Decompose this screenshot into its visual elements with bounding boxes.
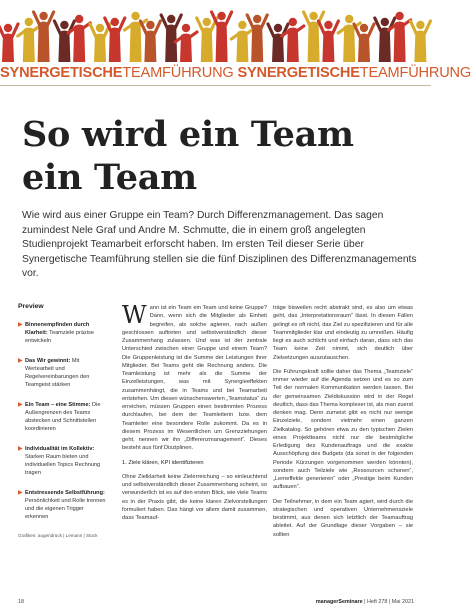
article-headline: So wird ein Team ein Team (22, 114, 354, 198)
person-figure-icon (0, 24, 18, 62)
preview-item-heading: Ein Team – eine Stimme: (25, 402, 91, 408)
person-figure-icon (125, 12, 147, 62)
preview-item-heading: Das Wir gewinnt: (25, 358, 71, 364)
preview-item (18, 445, 108, 477)
person-figure-icon (410, 21, 430, 62)
person-figure-icon (175, 24, 197, 62)
body-paragraph: träge bisweilen recht abstrakt sind, es also um etwas geht, das „Interpretationsraum“ lässt. In diesen Fällen gelingt es oft nicht, das Ziel zu spezifizieren und für alle Teammitglieder klar und eindeutig zu umreißen. Häufig liegt es auch schlicht und einfach daran, dass sich das Team keine Zeit nimmt, sich deutlich über Zielsetzungen auszutauschen. (273, 305, 413, 361)
preview-item-text: Persönlichkeit und Rolle trennen und die eigenen Trigger erkennen (25, 498, 106, 520)
person-figure-icon (54, 21, 74, 62)
preview-item-heading: Entstressende Selbstführung: (25, 490, 105, 496)
body-text: ann ist ein Team ein Team und keine Gruppe? Dann, wenn sich die Mitglieder als Einheit begreifen, als solche agieren, nach außen geschlossen auftreten und selbstverständlich dieser Zusammenhang zulassen. Und was ist der zentrale Unterschied zwischen einer Gruppe und einem Team? Die Gruppenleistung ist die Summe der Leistungen ihrer Mitglieder. Bei Teams geht die Rechnung anders. Die Teamleistung ist mehr als die Summe der Einzelleistungen, was mit Synergieeffekten zusammenhängt, die in Teams und bei Teamarbeit entstehen. Um diesen wünschenswerten „Teamstatus“ zu erreichen, müssen Gruppen einen bestimmten Prozess durchlaufen, bei dem der Teamleiterin bzw. dem Teamleiter eine besondere Rolle zukommt. Da es in diesem Prozess im Wesentlichen um Grenzziehungen geht, nennen wir ihn „Differenzmanagement“. Dieses besteht aus fünf Disziplinen. (122, 305, 267, 452)
triangle-bullet-icon: ▶ (18, 358, 23, 364)
tagline-light-1: TEAMFÜHRUNG (122, 65, 234, 81)
drop-cap: W (122, 301, 147, 329)
body-paragraph: Ohne Zielklarheit keine Zielerreichung – so einleuchtend und selbstverständlich dieser Zusammenhang scheint, so verwunderlich ist es auf den ersten Blick, wie viele Teams es in der Praxis gibt, die keine klaren Zielvorstellungen formuliert haben. Das hängt vor allem damit zusammen, dass Teamauf- (122, 473, 267, 521)
preview-item (18, 357, 108, 389)
tagline-light-2: TEAMFÜHRUNG (359, 65, 471, 81)
preview-item-text: Starken Raum bieten und individuellen Topics Rechnung tragen (25, 454, 101, 476)
person-figure-icon (389, 12, 411, 62)
preview-item-text: Die Außengrenzen des Teams abstecken und Schnittstellen koordinieren (25, 402, 101, 432)
preview-item (18, 321, 108, 345)
person-figure-icon (354, 24, 374, 62)
magazine-name: managerSeminare (315, 599, 363, 605)
person-figure-icon (375, 18, 395, 62)
person-figure-icon (140, 21, 160, 62)
person-figure-icon (105, 18, 125, 62)
preview-item (18, 489, 108, 521)
preview-item-text: Teamziele präzise entwickeln (25, 330, 94, 344)
preview-item (18, 401, 108, 433)
team-figures-illustration (0, 0, 431, 66)
person-figure-icon (247, 15, 267, 62)
body-column-2 (273, 304, 413, 545)
person-figure-icon (268, 24, 288, 62)
magazine-info (316, 599, 414, 605)
page-footer (18, 599, 414, 609)
person-figure-icon (212, 12, 232, 62)
preview-title: Preview (18, 303, 44, 310)
person-figure-icon (304, 12, 324, 62)
person-figure-icon (231, 21, 253, 62)
preview-item-text: Mit Wertearbeit und Regelvereinbarungen den Teamgeist stärken (25, 358, 90, 388)
person-figure-icon (34, 12, 54, 62)
triangle-bullet-icon: ▶ (18, 402, 23, 408)
person-figure-icon (197, 18, 217, 62)
person-figure-icon (282, 18, 304, 62)
person-figure-icon (68, 15, 90, 62)
person-figure-icon (318, 21, 338, 62)
body-paragraph (122, 301, 267, 453)
tagline-rule (0, 85, 431, 86)
triangle-bullet-icon: ▶ (18, 490, 23, 496)
section-subheading: 1. Ziele klären, KPI identifizieren (122, 459, 204, 466)
body-paragraph: Der Teilnehmer, in dem ein Team agiert, wird durch die strategischen und operativen Unternehmensziele bestimmt, aus denen sich letztlich der Teamauftrag ableitet. Auf der Grundlage dieser Vorgaben – sie sollten (273, 498, 413, 538)
triangle-bullet-icon: ▶ (18, 322, 23, 328)
person-figure-icon (18, 18, 40, 62)
triangle-bullet-icon: ▶ (18, 446, 23, 452)
body-column-1 (122, 301, 267, 528)
issue-info: | Heft 278 | Mai 2021 (362, 599, 414, 605)
body-paragraph: Die Führungskraft sollte daher das Thema „Teamziele“ immer wieder auf die Agenda setzen und es so zum Teil der normalen Kommunikation werden lassen. Bei der gemeinsamen Zieldiskussion wird in der Regel deutlich, dass das Thema komplexer ist, als man zuerst denken mag. Denn zumeist gibt es nicht nur wenige Einzelziele, sondern vielmehr einen ganzen Zielkatalog. So gehören etwa zu den typischen Zielen eines Projektteams nicht nur die bestmögliche Erledigung des Kundenauftrags und die exakte Ausschöpfung des Budgets (da sonst in der folgenden Periode Kürzungen vorgenommen werden könnten), sondern auch Teilziele wie „Ressourcen schonen“, „Lerneffekte generieren“ oder „Prestige beim Kunden aufbauen“. (273, 368, 413, 491)
preview-item-heading: Individualität im Kollektiv: (25, 446, 95, 452)
preview-item-heading: Binnenempfinden durch Klarheit: (25, 322, 90, 336)
article-lead: Wie wird aus einer Gruppe ein Team? Durch Differenzmanagement. Das sagen zumindest Nele Graf und Andre M. Schmutte, die in einem groß angelegten Studienprojekt Teamarbeit erforscht haben. Im ersten Teil dieser Serie über Synergetische Teamführung stellen sie die fünf Disziplinen des Differenzmanagements vor. (22, 210, 417, 279)
image-credit: Grafiken: augendrück | Lemann | Stock (18, 533, 98, 538)
tagline-bold-2: SYNERGETISCHE (237, 65, 360, 81)
tagline-bold-1: SYNERGETISCHE (0, 65, 123, 81)
person-figure-icon (90, 24, 110, 62)
section-tagline (0, 65, 471, 85)
preview-box (18, 303, 108, 538)
person-figure-icon (338, 15, 360, 62)
page-number: 18 (18, 599, 24, 605)
